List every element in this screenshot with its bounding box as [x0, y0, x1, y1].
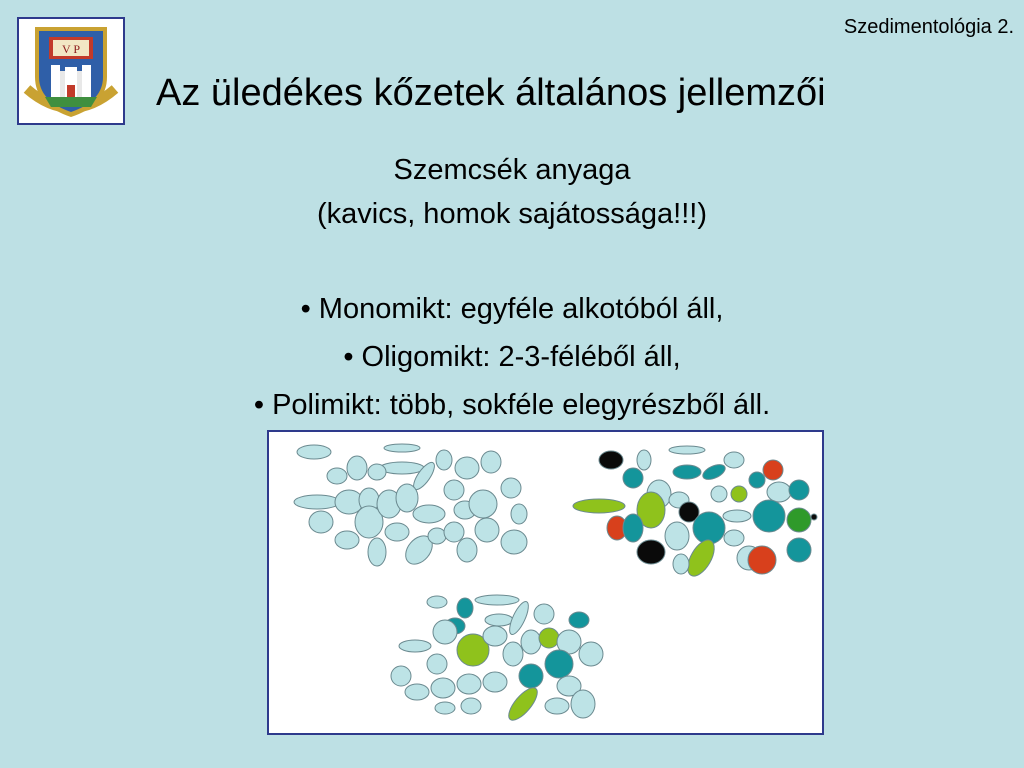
- bullet-list: [0, 285, 1024, 429]
- university-logo: [17, 17, 125, 125]
- page-title: Az üledékes kőzetek általános jellemzői: [156, 72, 826, 114]
- panel-oligomikt: [391, 595, 603, 724]
- course-label: Szedimentológia 2.: [843, 16, 1014, 38]
- subtitle: [0, 148, 1024, 236]
- subtitle-line-1: Szemcsék anyaga: [393, 154, 631, 186]
- bullet-monomikt: • Monomikt: egyféle alkotóból áll,: [0, 285, 1024, 333]
- subtitle-line-2: (kavics, homok sajátossága!!!): [316, 198, 708, 230]
- bullet-oligomikt: • Oligomikt: 2-3-féléből áll,: [0, 333, 1024, 381]
- panel-polimikt: [573, 446, 817, 580]
- panel-monomikt: [294, 444, 527, 569]
- grain-composition-figure: [267, 430, 824, 735]
- logo-letters: V P: [61, 42, 81, 56]
- bullet-polimikt: • Polimikt: több, sokféle elegyrészből áll.: [0, 381, 1024, 429]
